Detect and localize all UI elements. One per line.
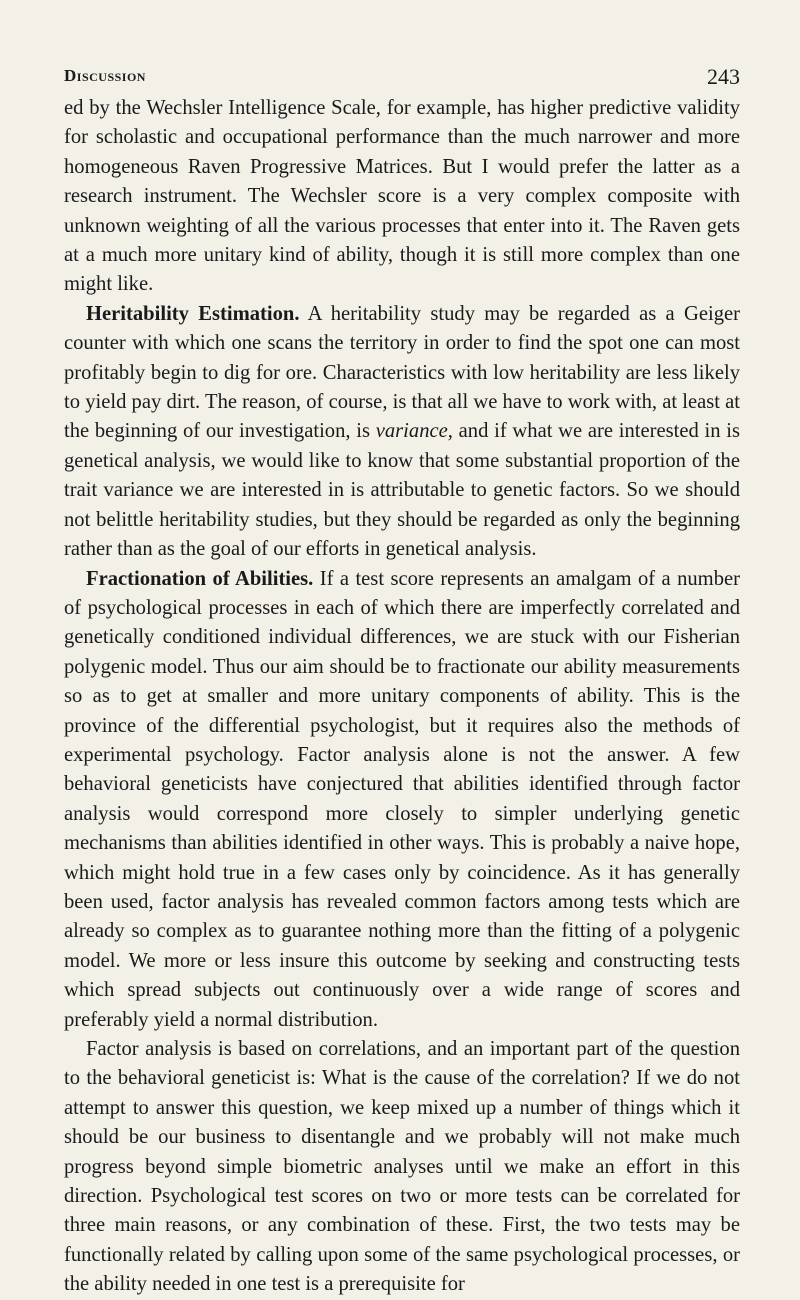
section-heading-fractionation: Fractionation of Abilities. [86, 567, 314, 590]
paragraph-text: A heritability study may be regarded as a Geiger counter with which one scans the territory in order to find the spot one can most profitably begin to dig for ore. Characteristics with low heritability are less likely to yield pay dirt. The reason, of course, is that all we have to work with, at least at the beginning of our investigation, is [64, 302, 741, 443]
paragraph-heritability [64, 300, 740, 565]
running-head [64, 64, 740, 94]
paragraph-text: and if what we are interested in is genetical analysis, we would like to know that some substantial proportion of the trait variance we are interested in is attributable to genetic factors. So we should not belittle heritability studies, but they should be regarded as only the beginning rather than as the goal of our efforts in genetical analysis. [64, 420, 740, 561]
emphasis-variance: variance, [375, 420, 453, 443]
body-text [64, 94, 740, 1300]
paragraph-factor-analysis: Factor analysis is based on correlations, and an important part of the question to the behavioral geneticist is: What is the cause of the correlation? If we do not attempt to answer this question, we keep mixed up a number of things which it should be our business to disentangle and we probably will not make much progress beyond simple biometric analyses until we make an effort in this direction. Psychological test scores on two or more tests can be correlated for three main reasons, or any combination of these. First, the two tests may be functionally related by calling upon some of the same psychological processes, or the ability needed in one test is a prerequisite for [64, 1038, 740, 1296]
section-heading-heritability: Heritability Estimation. [86, 302, 300, 325]
paragraph-fractionation [64, 565, 740, 1036]
paragraph-text: If a test score represents an amalgam of a number of psychological processes in each of which there are imperfectly correlated and genetically conditioned individual differences, we are stuck with our Fisherian polygenic model. Thus our aim should be to fractionate our ability measurements so as to get at smaller and more unitary components of ability. This is the province of the differential psychologist, but it requires also the methods of experimental psychology. Factor analysis alone is not the answer. A few behavioral geneticists have conjectured that abilities identified through factor analysis would correspond more closely to simpler underlying genetic mechanisms than abilities identified in other ways. This is probably a naive hope, which might hold true in a few cases only by coincidence. As it has generally been used, factor analysis has revealed common factors among tests which are already so complex as to guarantee nothing more than the fitting of a polygenic model. We more or less insure this outcome by seeking and constructing tests which spread subjects out continuously over a wide range of scores and preferably yield a normal distribution. [64, 567, 740, 1031]
paragraph-continuation: ed by the Wechsler Intelligence Scale, for example, has higher predictive validity for scholastic and occupational performance than the much narrower and more homogeneous Raven Progressive Matrices. But I would prefer the latter as a research instrument. The Wechsler score is a very complex composite with unknown weighting of all the various processes that enter into it. The Raven gets at a much more unitary kind of ability, though it is still more complex than one might like. [64, 97, 740, 296]
page-number: 243 [707, 64, 740, 89]
running-title: Discussion [64, 66, 146, 85]
